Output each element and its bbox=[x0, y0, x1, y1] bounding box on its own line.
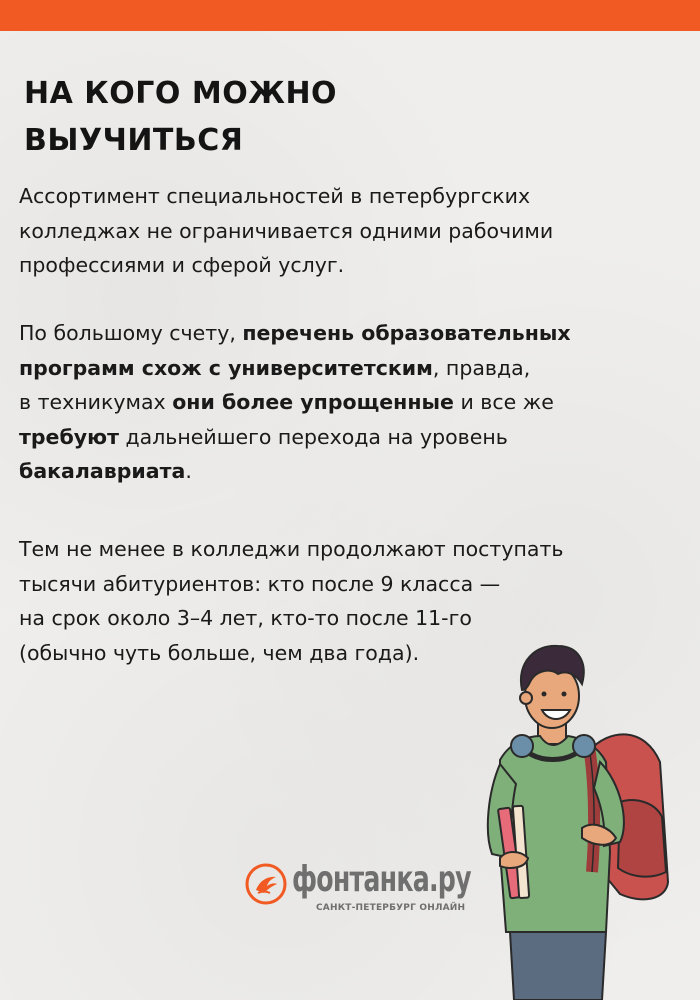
top-accent-bar bbox=[0, 0, 700, 31]
paragraph-1-line-2: колледжах не ограничивается одними рабочими bbox=[19, 218, 554, 243]
paragraph-1 bbox=[19, 179, 659, 283]
paragraph-3-line-4: (обычно чуть больше, чем два года). bbox=[19, 640, 420, 665]
paragraph-2 bbox=[19, 316, 659, 489]
paragraph-2-text-i: дальнейшего перехода на уровень bbox=[118, 424, 508, 449]
paragraph-2-bold-f: они более упрощенные bbox=[172, 390, 454, 414]
page-title bbox=[24, 70, 337, 164]
paragraph-2-bold-j: бакалавриата bbox=[19, 459, 186, 483]
paragraph-1-line-1: Ассортимент специальностей в петербургских bbox=[19, 184, 531, 208]
paragraph-2-text-g: и все же bbox=[453, 390, 554, 414]
paragraph-2-bold-h: требуют bbox=[19, 424, 119, 449]
paragraph-1-line-3: профессиями и сферой услуг. bbox=[19, 253, 345, 277]
logo-subtitle: САНКТ-ПЕТЕРБУРГ ОНЛАЙН bbox=[316, 903, 466, 913]
title-line-2: ВЫУЧИТЬСЯ bbox=[24, 123, 244, 158]
paragraph-2-bold-c: программ схож с университетским bbox=[19, 355, 433, 380]
paragraph-3-line-1: Тем не менее в колледжи продолжают поступать bbox=[19, 537, 564, 561]
logo-wordmark: фонтанка.ру bbox=[292, 859, 471, 900]
fontanka-logo[interactable] bbox=[244, 858, 474, 918]
paragraph-2-text-k: . bbox=[185, 459, 192, 483]
paragraph-2-text-e: в техникумах bbox=[19, 390, 173, 414]
paragraph-2-bold-b: перечень образовательных bbox=[242, 321, 571, 345]
paragraph-2-text-a: По большому счету, bbox=[19, 321, 243, 345]
paragraph-3-line-2: тысячи абитуриентов: кто после 9 класса — bbox=[19, 571, 501, 596]
paragraph-2-text-d: , правда, bbox=[432, 355, 531, 380]
fontanka-logo-icon bbox=[244, 862, 288, 906]
title-line-1: НА КОГО МОЖНО bbox=[24, 76, 338, 111]
paragraph-3-line-3: на срок около 3–4 лет, кто-то после 11-го bbox=[19, 606, 472, 630]
student-illustration bbox=[470, 632, 690, 1000]
